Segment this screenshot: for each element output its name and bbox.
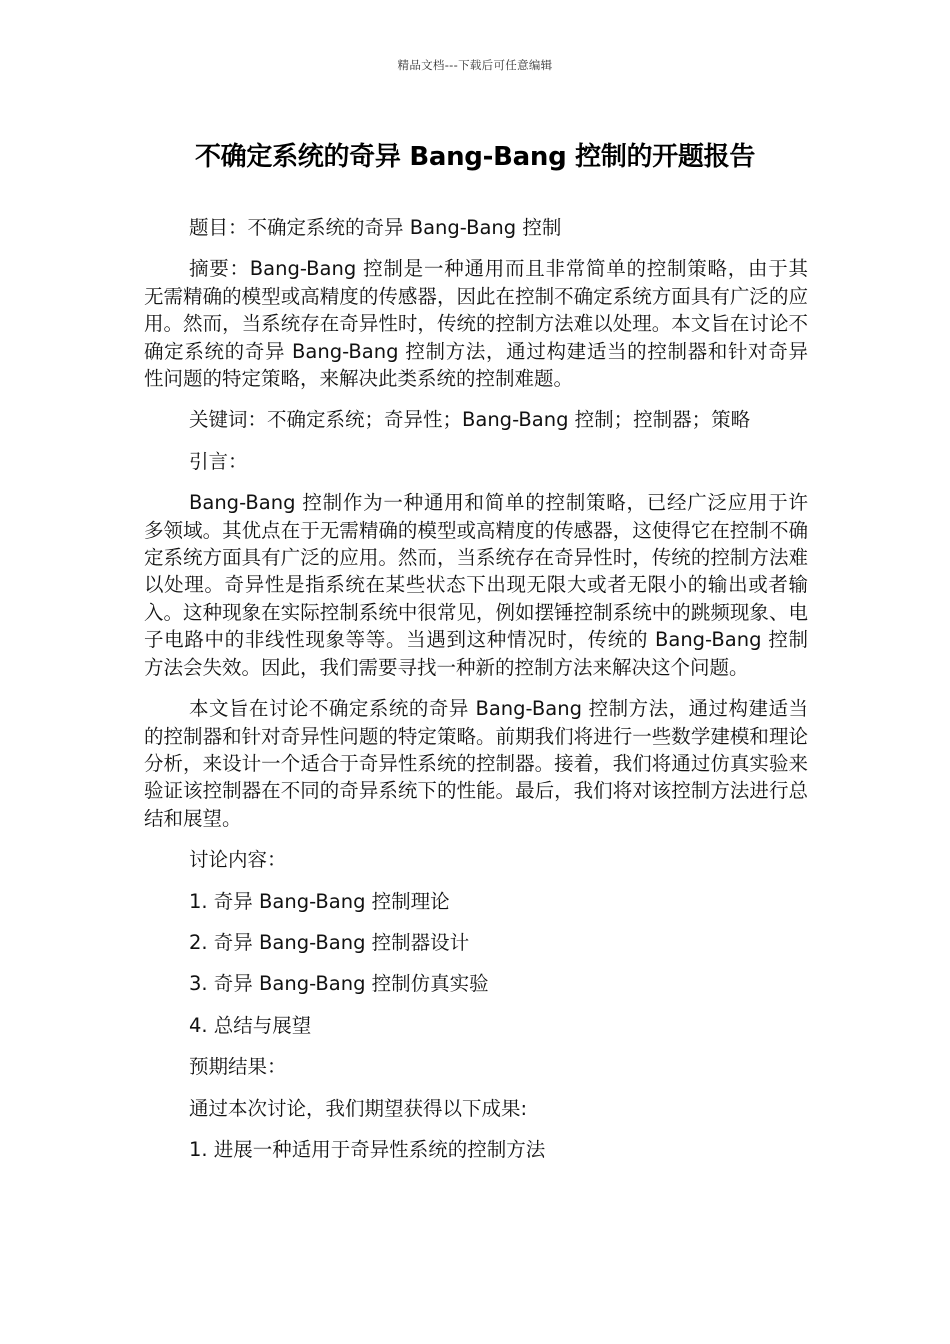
heading-introduction: 引言： <box>189 449 248 473</box>
list-item: 1. 进展一种适用于奇异性系统的控制方法 <box>189 1137 546 1161</box>
heading-discussion: 讨论内容： <box>189 848 287 872</box>
paragraph-topic: 题目：不确定系统的奇异 Bang-Bang 控制 <box>189 216 562 239</box>
paragraph-introduction-2: 本文旨在讨论不确定系统的奇异 Bang-Bang 控制方法，通过构建适当的控制器和针对奇异性问题的特定策略。前期我们将进行一些数学建模和理论分析，来设计一个适合于奇异性系统的控制器。接着，我们将通过仿真实验来验证该控制器在不同的奇异系统下的性能。最后，我们将对该控制方法进行总结和展望。 <box>144 697 808 830</box>
paragraph-abstract: 摘要：Bang-Bang 控制是一种通用而且非常简单的控制策略，由于其无需精确的模型或高精度的传感器，因此在控制不确定系统方面具有广泛的应用。然而，当系统存在奇异性时，传统的控制方法难以处理。本文旨在讨论不确定系统的奇异 Bang-Bang 控制方法，通过构建适当的控制器和针对奇异性问题的特定策略，来解决此类系统的控制难题。 <box>144 257 808 391</box>
list-item: 2. 奇异 Bang-Bang 控制器设计 <box>189 930 470 954</box>
list-item: 1. 奇异 Bang-Bang 控制理论 <box>189 889 450 913</box>
paragraph-introduction-1: Bang-Bang 控制作为一种通用和简单的控制策略，已经广泛应用于许多领域。其优点在于无需精确的模型或高精度的传感器，这使得它在控制不确定系统方面具有广泛的应用。然而，当系统存在奇异性时，传统的控制方法难以处理。奇异性是指系统在某些状态下出现无限大或者无限小的输出或者输入。这种现象在实际控制系统中很常见，例如摆锤控制系统中的跳频现象、电子电路中的非线性现象等等。当遇到这种情况时，传统的 Bang-Bang 控制方法会失效。因此，我们需要寻找一种新的控制方法来解决这个问题。 <box>144 491 808 679</box>
document-body <box>144 214 808 1177</box>
paragraph-expected-results: 通过本次讨论，我们期望获得以下成果: <box>189 1096 528 1120</box>
document-title: 不确定系统的奇异 Bang-Bang 控制的开题报告 <box>194 142 756 172</box>
list-item: 3. 奇异 Bang-Bang 控制仿真实验 <box>189 972 489 996</box>
header-note: 精品文档---下载后可任意编辑 <box>397 58 553 72</box>
list-item: 4. 总结与展望 <box>189 1013 312 1037</box>
paragraph-keywords: 关键词：不确定系统；奇异性；Bang-Bang 控制；控制器；策略 <box>189 408 751 432</box>
heading-expected-results: 预期结果： <box>189 1055 287 1079</box>
